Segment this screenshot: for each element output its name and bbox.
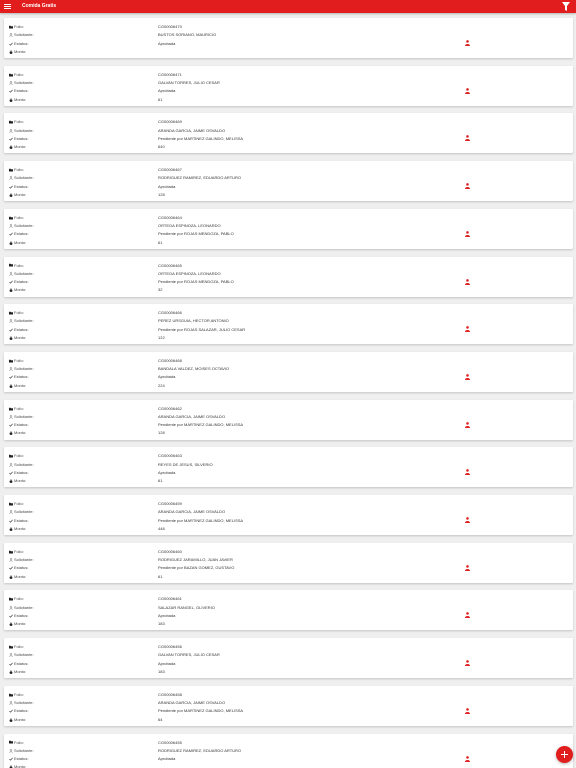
check-icon [9,709,13,713]
estatus-row [4,706,573,714]
estatus-label: Estatus: [9,518,28,523]
folio-label: Folio: [9,310,24,315]
monto-label: Monto: [9,669,26,674]
solicitante-label: Solicitante: [9,32,34,37]
estatus-value: Pendiente por MARTINEZ GALINDO, MELISSA [158,517,244,523]
user-outline-icon [9,176,13,180]
money-bag-icon [9,336,13,340]
solicitante-label: Solicitante: [9,605,34,610]
folio-row [4,70,573,78]
person-icon[interactable] [465,326,470,332]
check-icon [9,328,13,332]
monto-label: Monto: [9,49,26,54]
person-icon[interactable] [465,565,470,571]
request-card[interactable] [4,18,573,58]
money-bag-icon [9,50,13,54]
estatus-value: Pendiente por BAZAN GOMEZ, GUSTAVO [158,565,235,571]
folio-label: Folio: [9,740,24,745]
estatus-value: Pendiente por MARTINEZ GALINDO, MELISSA [158,708,244,714]
user-outline-icon [9,129,13,133]
request-card[interactable] [4,400,573,440]
solicitante-row [4,460,573,468]
folio-label: Folio: [9,692,24,697]
estatus-label: Estatus: [9,327,28,332]
monto-value: 61 [158,96,163,102]
solicitante-label: Solicitante: [9,748,34,753]
estatus-value: Aprobada [158,40,176,46]
folio-value: CG00006458 [158,691,182,697]
estatus-label: Estatus: [9,422,28,427]
folio-row [4,690,573,698]
solicitante-value: SALAZAR RANGEL, OLIVERIO [158,604,215,610]
request-card[interactable] [4,113,573,153]
solicitante-label: Solicitante: [9,652,34,657]
solicitante-row [4,30,573,38]
solicitante-row [4,507,573,515]
folio-row [4,22,573,30]
monto-value: 61 [158,478,163,484]
folio-label: Folio: [9,596,24,601]
estatus-label: Estatus: [9,41,28,46]
estatus-label: Estatus: [9,661,28,666]
monto-row [4,715,573,723]
folio-value: CG00006469 [158,119,182,125]
solicitante-value: ORTEGA ESPINOZA, LEONARDO [158,223,221,229]
folder-icon [9,120,13,124]
solicitante-row [4,269,573,277]
solicitante-row [4,126,573,134]
estatus-label: Estatus: [9,613,28,618]
estatus-value: Aprobada [158,88,176,94]
money-bag-icon [9,670,13,674]
folio-value: CG00006467 [158,167,182,173]
user-outline-icon [9,701,13,705]
user-outline-icon [9,463,13,467]
folio-value: CG00006466 [158,310,182,316]
folio-value: CG00006464 [158,214,182,220]
folio-label: Folio: [9,119,24,124]
folio-label: Folio: [9,167,24,172]
estatus-value: Aprobada [158,756,176,762]
monto-value: 32 [158,287,163,293]
monto-row [4,381,573,389]
estatus-row [4,182,573,190]
monto-label: Monto: [9,717,26,722]
check-icon [9,185,13,189]
money-bag-icon [9,431,13,435]
money-bag-icon [9,288,13,292]
estatus-value: Pendiente por ROJAS MENDOZA, PABLO [158,279,234,285]
monto-label: Monto: [9,526,26,531]
person-icon[interactable] [465,422,470,428]
estatus-label: Estatus: [9,136,28,141]
monto-row [4,476,573,484]
folio-row [4,213,573,221]
folder-icon [9,550,13,554]
folio-value: CG00006471 [158,71,182,77]
monto-label: Monto: [9,478,26,483]
folio-row [4,499,573,507]
solicitante-value: BUSTOS SORIANO, MAURICIO [158,32,217,38]
monto-row [4,572,573,580]
solicitante-value: BANDALA VALDEZ, MOISES OCTAVIO [158,366,230,372]
solicitante-label: Solicitante: [9,366,34,371]
user-outline-icon [9,558,13,562]
monto-label: Monto: [9,574,26,579]
folder-icon [9,597,13,601]
folio-row [4,594,573,602]
estatus-row [4,134,573,142]
estatus-label: Estatus: [9,756,28,761]
app-bar [0,0,576,13]
monto-value: 183 [158,621,165,627]
person-icon[interactable] [465,469,470,475]
folio-value: CG00006468 [158,357,182,363]
request-card[interactable] [4,161,573,201]
user-outline-icon [9,33,13,37]
solicitante-value: PEREZ URSGUIA, HECTOR ANTONIO [158,318,229,324]
request-card[interactable] [4,734,573,768]
estatus-row [4,563,573,571]
solicitante-value: ARANDA GARCIA, JAIME OSVALDO [158,413,226,419]
monto-row [4,285,573,293]
solicitante-label: Solicitante: [9,128,34,133]
estatus-row [4,39,573,47]
estatus-label: Estatus: [9,88,28,93]
estatus-row [4,516,573,524]
menu-icon[interactable] [4,3,11,10]
request-card[interactable] [4,543,573,583]
monto-label: Monto: [9,430,26,435]
money-bag-icon [9,98,13,102]
folder-icon [9,311,13,315]
request-list[interactable] [0,13,576,768]
monto-value: 183 [158,668,165,674]
folio-row [4,308,573,316]
monto-row [4,667,573,675]
solicitante-value: RODRIGUEZ RAMIREZ, EDUARDO ARTURO [158,747,242,753]
folder-icon [9,454,13,458]
estatus-label: Estatus: [9,565,28,570]
folio-row [4,404,573,412]
folio-label: Folio: [9,406,24,411]
monto-value: 128 [158,191,165,197]
request-card[interactable] [4,257,573,297]
solicitante-value: RODRIGUEZ JARAMILLO, JUAN JAVIER [158,556,233,562]
estatus-label: Estatus: [9,708,28,713]
folio-value: CG00006461 [158,596,182,602]
folder-icon [9,168,13,172]
check-icon [9,471,13,475]
folio-row [4,117,573,125]
monto-value: 122 [158,335,165,341]
monto-value: 640 [158,144,165,150]
monto-label: Monto: [9,383,26,388]
solicitante-value: ARANDA GARCIA, JAIME OSVALDO [158,509,226,515]
estatus-row [4,611,573,619]
request-card[interactable] [4,447,573,487]
money-bag-icon [9,193,13,197]
estatus-label: Estatus: [9,279,28,284]
user-outline-icon [9,653,13,657]
estatus-label: Estatus: [9,184,28,189]
user-outline-icon [9,81,13,85]
app-title: Comida Gratis [22,3,57,9]
monto-label: Monto: [9,192,26,197]
solicitante-value: GALVAN TORRES, JULIO CESAR [158,79,220,85]
folio-value: CG00006456 [158,644,182,650]
check-icon [9,423,13,427]
user-outline-icon [9,319,13,323]
person-icon[interactable] [465,135,470,141]
estatus-value: Aprobada [158,374,176,380]
add-request-button[interactable] [556,746,573,763]
check-icon [9,662,13,666]
monto-value: 448 [158,525,165,531]
person-icon[interactable] [465,612,470,618]
solicitante-label: Solicitante: [9,318,34,323]
solicitante-value: ARANDA GARCIA, JAIME OSVALDO [158,700,226,706]
folio-row [4,738,573,746]
check-icon [9,232,13,236]
monto-label: Monto: [9,144,26,149]
folder-icon [9,25,13,29]
money-bag-icon [9,384,13,388]
monto-row [4,428,573,436]
folio-row [4,547,573,555]
solicitante-label: Solicitante: [9,462,34,467]
solicitante-row [4,221,573,229]
solicitante-value: ORTEGA ESPINOZA, LEONARDO [158,270,221,276]
monto-row [4,333,573,341]
solicitante-label: Solicitante: [9,80,34,85]
solicitante-label: Solicitante: [9,414,34,419]
solicitante-label: Solicitante: [9,175,34,180]
user-outline-icon [9,749,13,753]
monto-row [4,762,573,768]
monto-value: 224 [158,382,165,388]
user-outline-icon [9,224,13,228]
folio-label: Folio: [9,501,24,506]
check-icon [9,757,13,761]
money-bag-icon [9,241,13,245]
folio-value: CG00006463 [158,453,182,459]
monto-label: Monto: [9,335,26,340]
folder-icon [9,645,13,649]
folder-icon [9,359,13,363]
folder-icon [9,216,13,220]
person-icon[interactable] [465,231,470,237]
money-bag-icon [9,622,13,626]
folio-label: Folio: [9,72,24,77]
estatus-value: Aprobada [158,469,176,475]
monto-value: 61 [158,239,163,245]
monto-label: Monto: [9,764,26,768]
monto-row [4,47,573,55]
monto-row [4,95,573,103]
solicitante-label: Solicitante: [9,271,34,276]
solicitante-label: Solicitante: [9,223,34,228]
estatus-value: Aprobada [158,612,176,618]
user-outline-icon [9,272,13,276]
solicitante-row [4,698,573,706]
folio-value: CG00006470 [158,24,182,29]
check-icon [9,375,13,379]
user-outline-icon [9,510,13,514]
folder-icon [9,263,13,267]
estatus-label: Estatus: [9,231,28,236]
monto-row [4,524,573,532]
solicitante-row [4,316,573,324]
monto-label: Monto: [9,287,26,292]
estatus-row [4,277,573,285]
request-card[interactable] [4,638,573,678]
money-bag-icon [9,527,13,531]
folder-icon [9,740,13,744]
check-icon [9,566,13,570]
person-icon[interactable] [465,374,470,380]
folder-icon [9,502,13,506]
person-icon[interactable] [465,183,470,189]
solicitante-value: ARANDA GARCIA, JAIME OSVALDO [158,127,226,133]
monto-row [4,238,573,246]
user-outline-icon [9,606,13,610]
folder-icon [9,407,13,411]
monto-row [4,142,573,150]
solicitante-label: Solicitante: [9,509,34,514]
solicitante-value: GALVAN TORRES, JULIO CESAR [158,652,220,658]
monto-value: 61 [158,573,163,579]
estatus-value: Aprobada [158,183,176,189]
person-icon[interactable] [465,756,470,762]
monto-label: Monto: [9,240,26,245]
folder-icon [9,693,13,697]
estatus-row [4,229,573,237]
solicitante-row [4,78,573,86]
monto-label: Monto: [9,97,26,102]
solicitante-row [4,364,573,372]
user-outline-icon [9,415,13,419]
request-card[interactable] [4,304,573,344]
solicitante-value: REYES DE JESUS, SILVERIO [158,461,213,467]
user-outline-icon [9,367,13,371]
folio-value: CG00006462 [158,405,182,411]
folio-value: CG00006455 [158,739,182,745]
folio-label: Folio: [9,549,24,554]
money-bag-icon [9,718,13,722]
folio-row [4,642,573,650]
folio-label: Folio: [9,24,24,29]
request-card[interactable] [4,66,573,106]
estatus-label: Estatus: [9,374,28,379]
solicitante-row [4,412,573,420]
solicitante-row [4,173,573,181]
person-icon[interactable] [465,88,470,94]
money-bag-icon [9,145,13,149]
request-card[interactable] [4,352,573,392]
person-icon[interactable] [465,708,470,714]
estatus-value: Pendiente por ROJAS SALAZAR, JULIO CESAR [158,326,246,332]
folio-value: CG00006460 [158,548,182,554]
estatus-value: Aprobada [158,660,176,666]
estatus-row [4,325,573,333]
check-icon [9,42,13,46]
folio-row [4,356,573,364]
folio-row [4,261,573,269]
person-icon[interactable] [465,279,470,285]
request-card[interactable] [4,686,573,726]
folio-label: Folio: [9,358,24,363]
monto-value: 128 [158,430,165,436]
folio-row [4,451,573,459]
monto-row [4,619,573,627]
monto-value: 64 [158,716,163,722]
estatus-value: Pendiente por ROJAS MENDOZA, PABLO [158,231,234,237]
solicitante-label: Solicitante: [9,557,34,562]
request-card[interactable] [4,495,573,535]
folio-label: Folio: [9,453,24,458]
person-icon[interactable] [465,660,470,666]
folio-label: Folio: [9,263,24,268]
check-icon [9,614,13,618]
check-icon [9,137,13,141]
folio-row [4,165,573,173]
folio-value: CG00006465 [158,262,182,268]
money-bag-icon [9,575,13,579]
folder-icon [9,73,13,77]
request-card[interactable] [4,209,573,249]
estatus-row [4,754,573,762]
money-bag-icon [9,479,13,483]
filter-icon[interactable] [562,2,570,11]
person-icon[interactable] [465,517,470,523]
estatus-row [4,420,573,428]
estatus-value: Pendiente por MARTINEZ GALINDO, MELISSA [158,422,244,428]
folio-label: Folio: [9,644,24,649]
estatus-row [4,659,573,667]
person-icon[interactable] [465,40,470,46]
check-icon [9,519,13,523]
estatus-row [4,372,573,380]
solicitante-value: RODRIGUEZ RAMIREZ, EDUARDO ARTURO [158,175,242,181]
check-icon [9,280,13,284]
estatus-row [4,468,573,476]
solicitante-label: Solicitante: [9,700,34,705]
folio-label: Folio: [9,215,24,220]
check-icon [9,89,13,93]
folio-value: CG00006459 [158,501,182,506]
estatus-label: Estatus: [9,470,28,475]
estatus-row [4,86,573,94]
solicitante-row [4,650,573,658]
estatus-value: Pendiente por MARTINEZ GALINDO, MELISSA [158,135,244,141]
solicitante-row [4,603,573,611]
request-card[interactable] [4,590,573,630]
monto-row [4,190,573,198]
solicitante-row [4,746,573,754]
solicitante-row [4,555,573,563]
monto-label: Monto: [9,621,26,626]
